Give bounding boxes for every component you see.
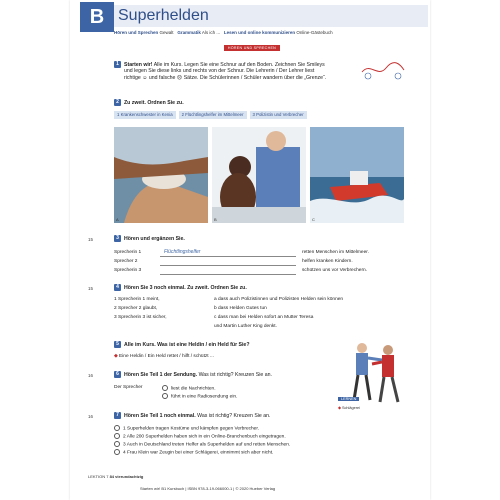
- task-number: 2: [114, 99, 121, 106]
- task-text: Zu zweit. Ordnen Sie zu.: [124, 99, 184, 106]
- task-number: 4: [114, 284, 121, 291]
- photo-label-c: C: [312, 217, 315, 222]
- statement-text: 1 Superhelden tragen Kostüme und kämpfen gegen Verbrecher.: [123, 426, 260, 432]
- track-number: 16: [88, 373, 94, 378]
- topic-value-3: Online-Gästebuch: [296, 30, 333, 35]
- answer-line-1[interactable]: [160, 256, 296, 257]
- task-text: Hören und ergänzen Sie.: [124, 235, 185, 242]
- choice-1[interactable]: [162, 385, 216, 392]
- handwritten-answer: Flüchtlingshelfer: [164, 249, 201, 255]
- task-lead: Starten wir!: [124, 61, 153, 68]
- match-left-1: 1 Sprecherin 1 meint,: [114, 297, 160, 302]
- topic-label-1: Hören und Sprechen: [114, 30, 159, 35]
- task-text: richtige ☺ und falsche ☹ Sätze. Die Schülerinnen / Schüler wandern über die „Grenze“.: [124, 75, 327, 82]
- statement-text: 2 Alle 200 Superhelden haben sich in ein Online-Branchenbuch eingetragen.: [123, 434, 286, 440]
- match-right-a: a dass auch Polizistinnen und Polizisten Helden sein können: [214, 297, 344, 302]
- checkbox-circle[interactable]: [114, 433, 120, 439]
- track-number: 16: [88, 414, 94, 419]
- task-number: 7: [114, 412, 121, 419]
- statement-text: 4 Frau Klein war Zeugin bei einer Schlägerei, einnimmt sich aber nicht.: [123, 450, 274, 456]
- statement-3[interactable]: [114, 441, 290, 448]
- topic-label-2: Grammatik: [177, 30, 201, 35]
- speaker-2: Sprecher 2: [114, 259, 138, 264]
- bullet-icon: ◆: [338, 406, 341, 410]
- topic-value-1: Gewalt: [159, 30, 174, 35]
- task-4: [114, 284, 247, 291]
- task-number: 5: [114, 341, 121, 348]
- task-7: [114, 412, 270, 419]
- task-text: Alle im Kurs. Was ist eine Heldin / ein Held für Sie?: [124, 341, 250, 348]
- option-2: 2 Flüchtlingshelfer im Mittelmeer: [179, 111, 247, 119]
- choice-text: liest die Nachrichten.: [171, 386, 216, 392]
- photo-b: [212, 127, 306, 223]
- photo-label-a: A: [116, 217, 119, 222]
- task-5: [114, 341, 250, 348]
- right-phrase-3: schützen uns vor Verbrechern.: [302, 268, 368, 273]
- option-bar: [114, 111, 307, 119]
- bullet-icon: ◆: [114, 354, 118, 359]
- topic-line: [114, 30, 333, 35]
- learn-tag: LERNEN: [338, 397, 359, 401]
- option-3: 3 Polizistin und Verbrecher: [250, 111, 307, 119]
- answer-line-3[interactable]: [160, 274, 296, 275]
- task-6: [114, 371, 272, 378]
- track-number: 15: [88, 237, 94, 242]
- task-text: Was ist richtig? Kreuzen Sie an.: [197, 412, 271, 419]
- topic-label-3: Lesen und online kommunizieren: [223, 30, 296, 35]
- statement-1[interactable]: [114, 425, 259, 432]
- task-text: Alle im Kurs. Legen Sie eine Schnur auf den Boden. Zeichnen Sie Smileys: [153, 61, 325, 68]
- task-lead: Hören Sie Teil 1 noch einmal.: [124, 412, 196, 419]
- option-1: 1 Krankenschwester in Kenia: [114, 111, 176, 119]
- answer-line-2[interactable]: [160, 265, 296, 266]
- page-number: 84 vierundachtzig: [109, 474, 144, 479]
- track-number: 15: [88, 286, 94, 291]
- section-bar: HÖREN UND SPRECHEN: [224, 45, 280, 51]
- page-title: Superhelden: [114, 5, 428, 27]
- match-right-c-cont: und Martin Luther King denkt.: [214, 324, 277, 329]
- lesson-footer: [88, 474, 143, 479]
- match-left-3: 3 Sprecherin 3 ist sicher,: [114, 315, 167, 320]
- copyright-footer: Starten wir! B1 Kursbuch | ISBN 978-3-19-066000-1 | © 2020 Hueber Verlag: [140, 486, 276, 491]
- task-number: 6: [114, 371, 121, 378]
- task-text: Was ist richtig? Kreuzen Sie an.: [198, 371, 272, 378]
- task-text: Hören Sie 3 noch einmal. Zu zweit. Ordnen Sie zu.: [124, 284, 247, 291]
- photo-a: [114, 127, 208, 223]
- photo-label-b: B: [214, 217, 217, 222]
- example-phrase: [114, 354, 214, 360]
- statement-2[interactable]: [114, 433, 286, 440]
- section-letter: B: [80, 2, 114, 32]
- radio-circle[interactable]: [162, 385, 168, 391]
- vocab-word: [338, 405, 360, 410]
- task-2: [114, 99, 184, 106]
- right-phrase-1: retten Menschen im Mittelmeer.: [302, 250, 369, 255]
- task-number: 3: [114, 235, 121, 242]
- statement-text: 3 Auch in Deutschland treten Helfer als Superhelden auf und retten Menschen.: [123, 442, 291, 448]
- task-3: [114, 235, 185, 242]
- textbook-page: [70, 0, 430, 500]
- lesson-label: LEKTION 7: [88, 474, 109, 479]
- task-number: 1: [114, 61, 121, 68]
- checkbox-circle[interactable]: [114, 449, 120, 455]
- task-lead: Hören Sie Teil 1 der Sendung.: [124, 371, 198, 378]
- choice-2[interactable]: [162, 393, 237, 400]
- right-phrase-2: helfen kranken Kindern.: [302, 259, 353, 264]
- example-text: Eine Heldin / Ein Held rettet / hilft / schützt ...: [119, 354, 214, 359]
- checkbox-circle[interactable]: [114, 441, 120, 447]
- photo-c: [310, 127, 404, 223]
- match-right-c: c dass man bei Helden sofort an Mutter Teresa: [214, 315, 314, 320]
- rope-smiley-illustration: [360, 58, 406, 82]
- speaker-3: Sprecherin 3: [114, 268, 142, 273]
- speaker-1: Sprecherin 1: [114, 250, 142, 255]
- radio-circle[interactable]: [162, 393, 168, 399]
- match-left-2: 2 Sprecher 2 glaubt,: [114, 306, 158, 311]
- topic-value-2: Als ich ...: [201, 30, 221, 35]
- task-text: und legen Sie diese links und rechts von der Schnur. Die Lehrerin / Der Lehrer liest: [124, 68, 315, 75]
- subject-label: Der Sprecher: [114, 385, 143, 390]
- task-1: [114, 61, 364, 82]
- choice-text: führt in eine Radiosendung ein.: [171, 394, 238, 400]
- match-right-b: b dass Helden Gutes tun: [214, 306, 267, 311]
- vocab-word-text: Schlägerei: [341, 406, 360, 410]
- checkbox-circle[interactable]: [114, 425, 120, 431]
- statement-4[interactable]: [114, 449, 273, 456]
- page-header: [70, 0, 430, 44]
